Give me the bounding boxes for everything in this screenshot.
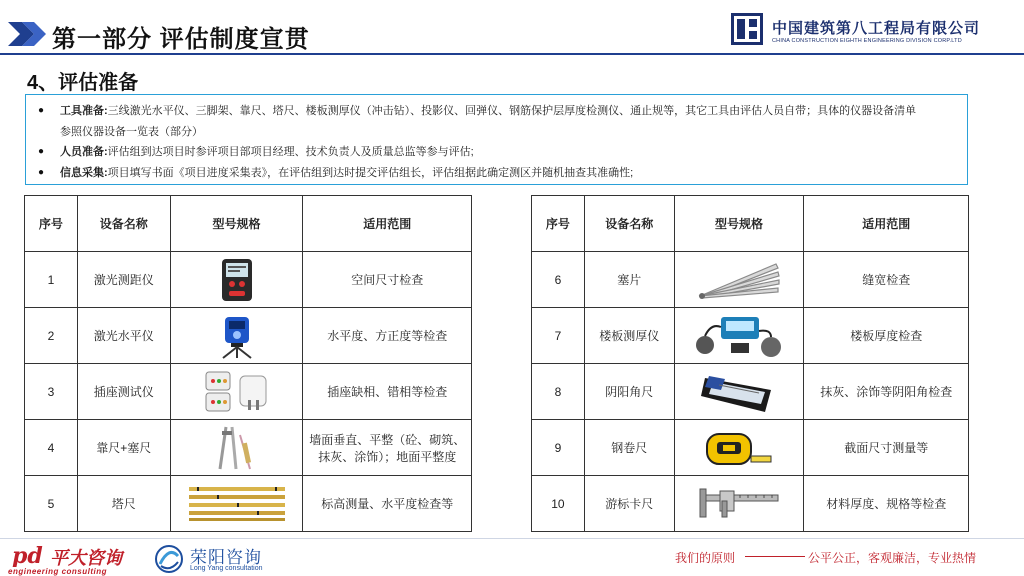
info-item-people: [38, 142, 955, 163]
motto-text: 公平公正，客观廉洁，专业热情: [808, 551, 977, 565]
row-image: [170, 476, 303, 532]
row-image: [674, 364, 804, 420]
row-scope: 缝宽检查: [804, 252, 969, 308]
table-header-row: [532, 196, 969, 252]
row-no: 8: [532, 364, 585, 420]
laser-rangefinder-icon: [220, 258, 254, 302]
table-row: [532, 420, 969, 476]
header-scope: 适用范围: [804, 196, 969, 252]
longyang-logo-icon: [152, 544, 186, 574]
row-scope: 空间尺寸检查: [303, 252, 472, 308]
header-model: 型号规格: [170, 196, 303, 252]
tape-measure-icon: [705, 430, 773, 466]
equipment-table-left: [24, 195, 472, 532]
info-label: 人员准备:: [60, 146, 108, 158]
row-name: 激光测距仪: [77, 252, 170, 308]
longyang-company-en: Long Yang consultation: [190, 565, 263, 572]
header-scope: 适用范围: [303, 196, 472, 252]
info-text: 评估组到达项目时参评项目部项目经理、技术负责人及质量总监等参与评估;: [107, 146, 474, 158]
row-image: [674, 308, 804, 364]
row-name: 激光水平仪: [77, 308, 170, 364]
row-no: 1: [25, 252, 78, 308]
section-title: 4、评估准备: [27, 72, 139, 94]
pd-logo-icon: [12, 543, 46, 567]
table-row: [25, 364, 472, 420]
motto-dash: [745, 556, 805, 557]
chevron-arrow-icon: [8, 22, 48, 46]
table-header-row: [25, 196, 472, 252]
table-row: [532, 308, 969, 364]
info-item-tools-cont: [38, 122, 955, 143]
row-scope: 墙面垂直、平整（砼、砌筑、抹灰、涂饰）；地面平整度: [303, 420, 472, 476]
row-image: [674, 420, 804, 476]
row-name: 钢卷尺: [584, 420, 674, 476]
header-no: 序号: [25, 196, 78, 252]
row-no: 4: [25, 420, 78, 476]
info-label: 信息采集:: [60, 166, 108, 179]
row-scope: 插座缺相、错相等检查: [303, 364, 472, 420]
svg-text:pd: pd: [12, 543, 43, 567]
table-row: [25, 308, 472, 364]
table-row: [25, 252, 472, 308]
bullet-icon: ●: [38, 166, 45, 178]
row-image: [170, 252, 303, 308]
table-row: [532, 252, 969, 308]
header-model: 型号规格: [674, 196, 804, 252]
info-item-data: [38, 163, 955, 184]
header-name: 设备名称: [77, 196, 170, 252]
slide-title: 第一部分 评估制度宣贯: [52, 26, 310, 53]
info-label: 工具准备:: [60, 105, 108, 117]
row-no: 2: [25, 308, 78, 364]
company-name: 中国建筑第八工程局有限公司: [772, 20, 981, 37]
row-no: 3: [25, 364, 78, 420]
info-text: 项目填写书面《项目进度采集表》，在评估组到达时提交评估组长，评估组据此确定测区并随机抽查其准确性;: [107, 166, 634, 179]
row-scope: 截面尺寸测量等: [804, 420, 969, 476]
row-image: [170, 364, 303, 420]
row-name: 游标卡尺: [584, 476, 674, 532]
footer-divider: [0, 538, 1024, 539]
tower-ruler-icon: [187, 485, 287, 523]
table-row: [25, 420, 472, 476]
row-no: 7: [532, 308, 585, 364]
row-scope: 楼板厚度检查: [804, 308, 969, 364]
row-name: 阴阳角尺: [584, 364, 674, 420]
corner-ruler-icon: [699, 370, 779, 414]
thickness-gauge-icon: [691, 313, 787, 359]
socket-tester-icon: [204, 370, 270, 414]
row-name: 楼板测厚仪: [584, 308, 674, 364]
header-name: 设备名称: [584, 196, 674, 252]
vernier-caliper-icon: [696, 487, 782, 521]
bullet-icon: ●: [38, 146, 45, 157]
row-scope: 材料厚度、规格等检查: [804, 476, 969, 532]
company-name-en: CHINA CONSTRUCTION EIGHTH ENGINEERING DIVISION CORP.LTD: [772, 38, 962, 44]
row-no: 5: [25, 476, 78, 532]
row-no: 6: [532, 252, 585, 308]
table-row: [532, 364, 969, 420]
row-no: 9: [532, 420, 585, 476]
row-scope: 水平度、方正度等检查: [303, 308, 472, 364]
pd-company-en: engineering consulting: [8, 567, 108, 576]
cscec-logo-icon: [731, 13, 763, 45]
header-no: 序号: [532, 196, 585, 252]
row-name: 靠尺+塞尺: [77, 420, 170, 476]
laser-level-icon: [215, 313, 259, 359]
row-name: 塞片: [584, 252, 674, 308]
row-image: [170, 308, 303, 364]
pd-company-name: 平大咨询: [50, 548, 122, 568]
row-no: 10: [532, 476, 585, 532]
info-item-tools: [38, 101, 955, 122]
header-divider: [0, 53, 1024, 55]
info-text: 参照仪器设备一览表（部分）: [60, 125, 203, 138]
bullet-icon: ●: [38, 105, 45, 116]
row-image: [170, 420, 303, 476]
row-image: [674, 476, 804, 532]
row-scope: 抹灰、涂饰等阴阳角检查: [804, 364, 969, 420]
table-row: [532, 476, 969, 532]
feeler-gauge-icon: [696, 260, 782, 300]
info-text: 三线激光水平仪、三脚架、靠尺、塔尺、楼板测厚仪（冲击钻）、投影仪、回弹仪、钢筋保护层厚度检测仪、通止规等，其它工具由评估人员自带；具体的仪器设备清单: [107, 105, 917, 117]
longyang-company-name: 荣阳咨询: [190, 548, 262, 567]
row-name: 插座测试仪: [77, 364, 170, 420]
equipment-table-right: [531, 195, 969, 532]
row-name: 塔尺: [77, 476, 170, 532]
table-row: [25, 476, 472, 532]
slide-header: [0, 0, 1024, 60]
row-scope: 标高测量、水平度检查等: [303, 476, 472, 532]
preparation-info-box: [25, 94, 968, 185]
motto-prefix: 我们的原则: [675, 551, 736, 565]
row-image: [674, 252, 804, 308]
guiding-rule-icon: [214, 425, 260, 471]
